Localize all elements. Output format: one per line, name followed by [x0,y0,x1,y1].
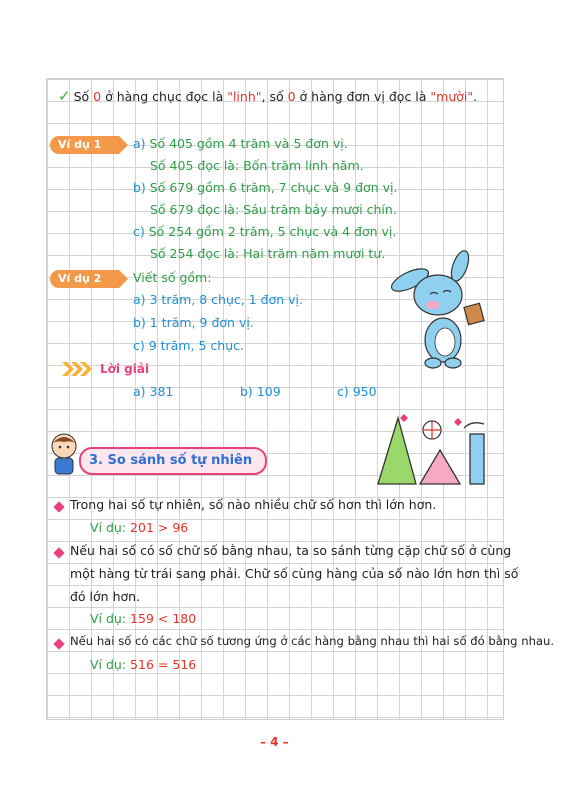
answer-a: a) 381 [133,384,174,399]
example-2-item-b: b) 1 trăm, 9 đơn vị. [133,315,254,330]
answer-b: b) 109 [240,384,281,399]
rabbit-reading-illustration [388,250,493,370]
example-2-item-a: a) 3 trăm, 8 chục, 1 đơn vị. [133,292,303,307]
note-line: ✓ Số 0 ở hàng chục đọc là "linh", số 0 ở hàng đơn vị đọc là "mười". [58,87,478,105]
rule-3-text: Nếu hai số có các chữ số tương ứng ở các hàng bằng nhau thì hai số đó bằng nhau. [70,634,555,648]
rule-1-text: Trong hai số tự nhiên, số nào nhiều chữ số hơn thì lớn hơn. [70,497,437,512]
example-1-line-c2: Số 254 đọc là: Hai trăm năm mươi tư. [150,246,386,261]
solution-label: Lời giải [100,362,150,376]
example-2-intro: Viết số gồm: [133,270,212,285]
page-number: – 4 – [260,735,289,749]
example-2-tag: Ví dụ 2 [50,270,119,288]
rule-3-example: Ví dụ: 516 = 516 [90,657,197,672]
example-1-line-b: b) Số 679 gồm 6 trăm, 7 chục và 9 đơn vị. [133,180,398,195]
boy-mascot-icon [48,432,80,476]
rule-2-text-line-2: một hàng từ trái sang phải. Chữ số cùng hàng của số nào lớn hơn thì số [70,566,519,581]
rule-2-text-line-1: Nếu hai số có số chữ số bằng nhau, ta so sánh từng cặp chữ số ở cùng [70,543,512,558]
answer-c: c) 950 [337,384,377,399]
geometric-shapes-illustration [374,404,499,490]
example-2-item-c: c) 9 trăm, 5 chục. [133,338,244,353]
example-1-line-a: a) Số 405 gồm 4 trăm và 5 đơn vị. [133,136,348,151]
example-1-tag: Ví dụ 1 [50,136,119,154]
checkmark-icon: ✓ [58,87,71,105]
arrow-chevrons-icon [62,362,92,376]
rule-2-text-line-3: đó lớn hơn. [70,589,141,604]
rule-1-example: Ví dụ: 201 > 96 [90,520,189,535]
example-1-line-c: c) Số 254 gồm 2 trăm, 5 chục và 4 đơn vị. [133,224,397,239]
example-1-line-a2: Số 405 đọc là: Bốn trăm linh năm. [150,158,364,173]
example-1-line-b2: Số 679 đọc là: Sáu trăm bảy mươi chín. [150,202,397,217]
section-3-title: 3. So sánh số tự nhiên [79,447,267,475]
rule-2-example: Ví dụ: 159 < 180 [90,611,197,626]
